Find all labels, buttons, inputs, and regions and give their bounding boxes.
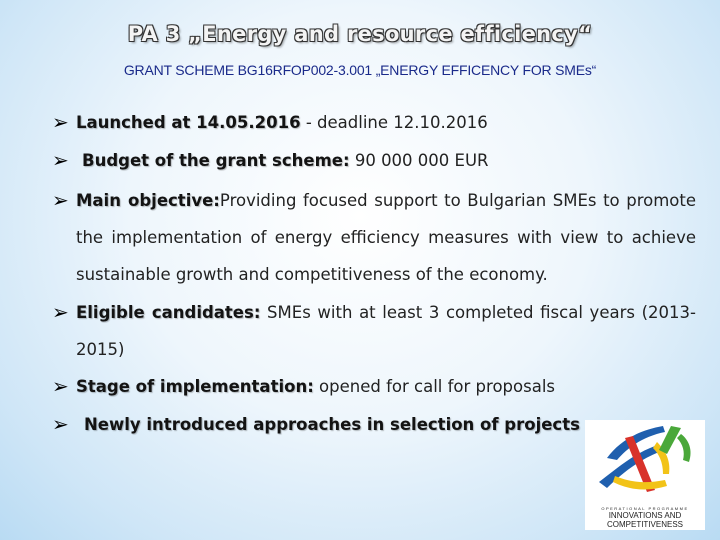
logo-green-stroke (677, 434, 691, 462)
logo-line-1: INNOVATIONS AND (608, 511, 682, 520)
logo-yellow-stroke (613, 476, 667, 489)
bullet-launched (52, 104, 696, 141)
slide-subtitle: GRANT SCHEME BG16RFOP002-3.001 „ENERGY EFFICENCY FOR SMEs“ (123, 62, 597, 78)
arrow-bullet-icon: ➢ (52, 148, 69, 172)
arrow-bullet-icon: ➢ (52, 300, 69, 324)
bullet-stage (52, 368, 696, 405)
bullet-text: Providing focused support to Bulgarian SMEs to promote the implementation of energy efficiency measures with view to achieve sustainable growth and competitiveness of the economy. (76, 191, 696, 284)
arrow-bullet-icon: ➢ (52, 374, 69, 398)
logo-line-2: COMPETITIVENESS (606, 520, 683, 529)
bullet-label: Eligible candidates: (76, 303, 261, 322)
innovations-competitiveness-logo (585, 420, 705, 530)
bullet-text: - deadline 12.10.2016 (300, 113, 488, 132)
bullet-eligible (52, 294, 696, 368)
slide-title: PA 3 „Energy and resource efficiency“ (127, 22, 593, 46)
bullet-text: 90 000 000 EUR (349, 151, 489, 170)
bullet-label: Main objective: (76, 191, 220, 210)
arrow-bullet-icon: ➢ (52, 110, 69, 134)
logo-mark-icon (585, 420, 705, 500)
arrow-bullet-icon: ➢ (52, 412, 69, 436)
arrow-bullet-icon: ➢ (52, 188, 69, 212)
bullet-label: Budget of the grant scheme: (82, 151, 350, 170)
bullet-label: Newly introduced approaches in selection of projects (84, 415, 580, 434)
bullet-text: opened for call for proposals (313, 377, 555, 396)
bullet-label: Stage of implementation: (76, 377, 314, 396)
bullet-text: SMEs with at least 3 completed fiscal years (2013-2015) (76, 303, 696, 359)
bullet-main-objective (52, 182, 696, 293)
logo-small-text: OPERATIONAL PROGRAMME (601, 506, 689, 511)
bullet-label: Launched at 14.05.2016 (76, 113, 301, 132)
bullet-budget (52, 142, 696, 179)
